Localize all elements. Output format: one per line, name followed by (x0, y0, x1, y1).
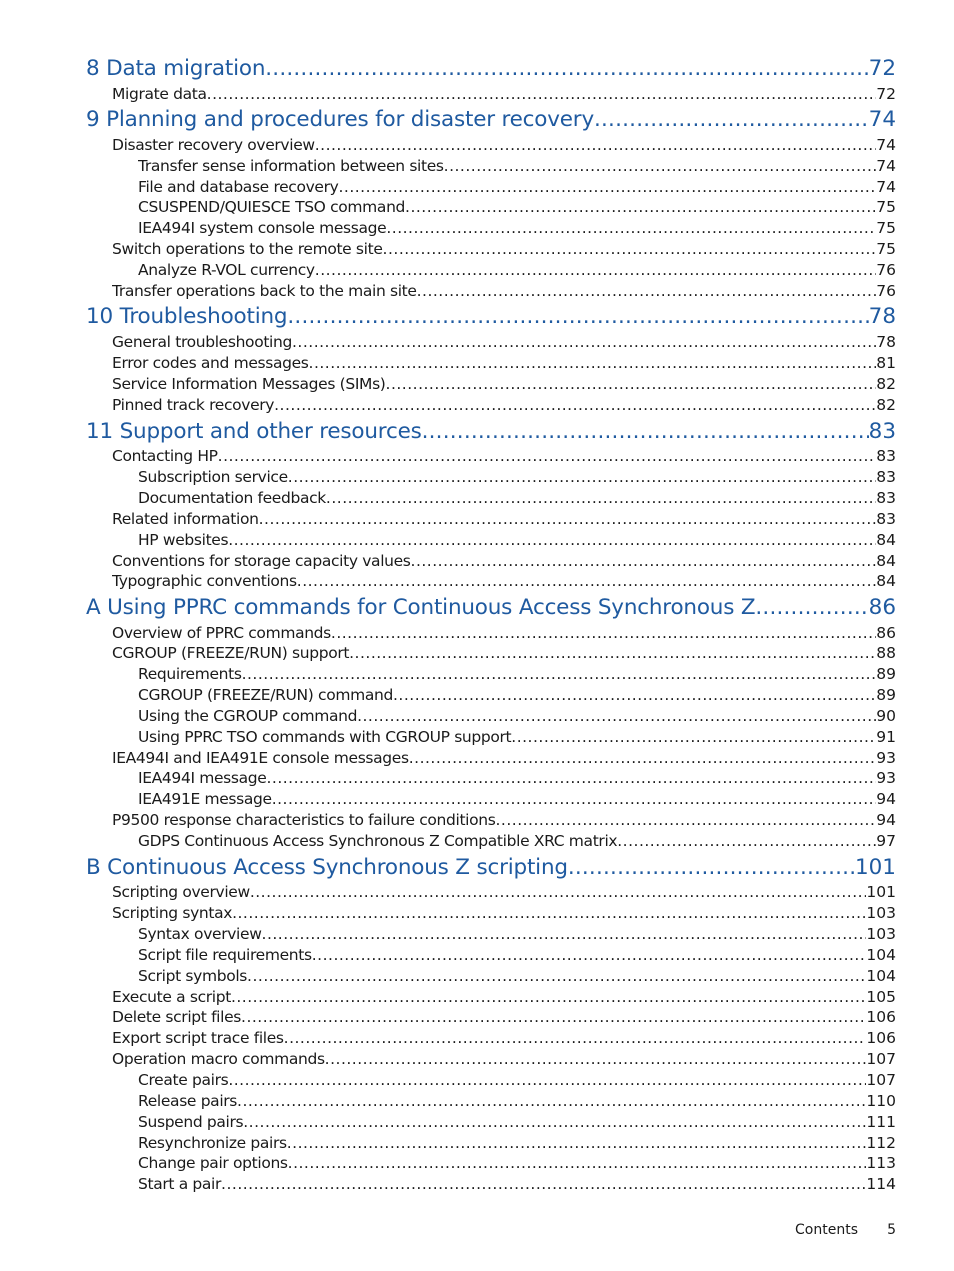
toc-entry-page-number: 86 (868, 595, 896, 620)
toc-entry-title: CGROUP (FREEZE/RUN) command (138, 686, 393, 704)
toc-section-entry[interactable] (112, 810, 896, 831)
toc-entry-title: Transfer operations back to the main site (112, 282, 417, 300)
toc-dot-leader (349, 643, 876, 664)
toc-section-entry[interactable] (112, 1049, 896, 1070)
toc-entry-page-number: 78 (868, 304, 896, 329)
toc-chapter-entry[interactable] (86, 854, 896, 882)
toc-dot-leader (272, 789, 877, 810)
toc-entry-title: Service Information Messages (SIMs) (112, 375, 386, 393)
toc-entry-page-number: 104 (866, 946, 896, 964)
toc-dot-leader (228, 1070, 866, 1091)
toc-dot-leader (331, 623, 876, 644)
toc-entry-page-number: 82 (876, 396, 896, 414)
toc-dot-leader (315, 260, 877, 281)
toc-entry-title: Migrate data (112, 85, 207, 103)
toc-entry-page-number: 83 (868, 419, 896, 444)
page-footer (0, 1222, 896, 1242)
toc-section-entry[interactable] (112, 571, 896, 592)
toc-dot-leader (568, 854, 855, 882)
toc-section-entry[interactable] (112, 332, 896, 353)
toc-entry-page-number: 83 (876, 510, 896, 528)
toc-entry-page-number: 76 (876, 261, 896, 279)
toc-entry-title: Documentation feedback (138, 489, 326, 507)
toc-dot-leader (338, 177, 876, 198)
toc-dot-leader (228, 530, 876, 551)
toc-section-entry[interactable] (112, 882, 896, 903)
toc-entry-page-number: 72 (876, 85, 896, 103)
toc-entry-page-number: 84 (876, 531, 896, 549)
toc-entry-page-number: 107 (866, 1050, 896, 1068)
toc-entry-page-number: 94 (876, 811, 896, 829)
toc-entry-title: GDPS Continuous Access Synchronous Z Compatible XRC matrix (138, 832, 618, 850)
toc-entry-page-number: 104 (866, 967, 896, 985)
toc-entry-title: Error codes and messages (112, 354, 309, 372)
toc-dot-leader (221, 1174, 866, 1195)
toc-section-entry[interactable] (138, 706, 896, 727)
toc-entry-title: P9500 response characteristics to failure conditions (112, 811, 496, 829)
toc-dot-leader (309, 353, 877, 374)
toc-section-entry[interactable] (112, 84, 896, 105)
toc-dot-leader (287, 303, 868, 331)
toc-dot-leader (386, 218, 876, 239)
toc-entry-page-number: 72 (868, 56, 896, 81)
toc-entry-title: Requirements (138, 665, 242, 683)
toc-entry-title: CSUSPEND/QUIESCE TSO command (138, 198, 406, 216)
toc-dot-leader (393, 685, 876, 706)
toc-entry-title: Switch operations to the remote site (112, 240, 383, 258)
toc-section-entry[interactable] (138, 924, 896, 945)
toc-dot-leader (411, 551, 877, 572)
toc-entry-title: Script file requirements (138, 946, 312, 964)
toc-section-entry[interactable] (112, 374, 896, 395)
toc-entry-title: Execute a script (112, 988, 231, 1006)
toc-section-entry[interactable] (112, 239, 896, 260)
toc-entry-title: IEA494I system console message (138, 219, 387, 237)
toc-section-entry[interactable] (138, 1133, 896, 1154)
toc-dot-leader (237, 1091, 866, 1112)
toc-chapter-entry[interactable] (86, 55, 896, 83)
toc-entry-page-number: 84 (876, 552, 896, 570)
toc-entry-title: CGROUP (FREEZE/RUN) support (112, 644, 350, 662)
toc-dot-leader (284, 1028, 867, 1049)
toc-entry-title: IEA491E message (138, 790, 272, 808)
toc-entry-page-number: 112 (866, 1134, 896, 1152)
toc-entry-title: Overview of PPRC commands (112, 624, 331, 642)
toc-entry-page-number: 83 (876, 489, 896, 507)
toc-entry-title: Delete script files (112, 1008, 242, 1026)
toc-entry-page-number: 103 (866, 904, 896, 922)
toc-entry-page-number: 78 (876, 333, 896, 351)
toc-entry-page-number: 81 (876, 354, 896, 372)
toc-entry-title: Syntax overview (138, 925, 262, 943)
toc-dot-leader (417, 281, 877, 302)
toc-entry-title: Start a pair (138, 1175, 222, 1193)
toc-entry-page-number: 74 (868, 107, 896, 132)
toc-entry-title: IEA494I and IEA491E console messages (112, 749, 409, 767)
toc-dot-leader (422, 418, 869, 446)
toc-entry-page-number: 86 (876, 624, 896, 642)
toc-entry-title: Suspend pairs (138, 1113, 244, 1131)
toc-dot-leader (250, 882, 867, 903)
toc-entry-title: Operation macro commands (112, 1050, 325, 1068)
toc-dot-leader (231, 987, 866, 1008)
toc-section-entry[interactable] (138, 727, 896, 748)
toc-entry-page-number: 90 (876, 707, 896, 725)
toc-section-entry[interactable] (138, 966, 896, 987)
toc-entry-title: Scripting overview (112, 883, 250, 901)
toc-dot-leader (232, 903, 866, 924)
toc-section-entry[interactable] (138, 1112, 896, 1133)
toc-section-entry[interactable] (112, 446, 896, 467)
toc-entry-page-number: 84 (876, 572, 896, 590)
toc-entry-page-number: 107 (866, 1071, 896, 1089)
toc-entry-page-number: 89 (876, 686, 896, 704)
toc-section-entry[interactable] (138, 530, 896, 551)
toc-entry-page-number: 74 (876, 157, 896, 175)
toc-section-entry[interactable] (138, 197, 896, 218)
toc-dot-leader (297, 571, 877, 592)
toc-section-entry[interactable] (112, 551, 896, 572)
toc-section-entry[interactable] (112, 987, 896, 1008)
toc-chapter-entry[interactable] (86, 303, 896, 331)
toc-dot-leader (325, 1049, 867, 1070)
toc-entry-title: Disaster recovery overview (112, 136, 315, 154)
toc-dot-leader (326, 488, 876, 509)
toc-dot-leader (594, 106, 869, 134)
toc-entry-title: Subscription service (138, 468, 288, 486)
toc-entry-title: Conventions for storage capacity values (112, 552, 411, 570)
toc-chapter-entry[interactable] (86, 418, 896, 446)
toc-entry-title: 8 Data migration (86, 56, 266, 81)
toc-entry-page-number: 75 (876, 198, 896, 216)
toc-section-entry[interactable] (138, 177, 896, 198)
toc-section-entry[interactable] (138, 664, 896, 685)
toc-entry-title: Using PPRC TSO commands with CGROUP support (138, 728, 512, 746)
toc-section-entry[interactable] (112, 623, 896, 644)
toc-section-entry[interactable] (112, 748, 896, 769)
toc-entry-page-number: 74 (876, 178, 896, 196)
toc-entry-title: Create pairs (138, 1071, 229, 1089)
toc-entry-page-number: 91 (876, 728, 896, 746)
toc-entry-title: 10 Troubleshooting (86, 304, 288, 329)
toc-section-entry[interactable] (138, 685, 896, 706)
toc-entry-page-number: 94 (876, 790, 896, 808)
toc-section-entry[interactable] (138, 789, 896, 810)
toc-entry-title: File and database recovery (138, 178, 339, 196)
toc-dot-leader (292, 332, 876, 353)
toc-entry-title: Using the CGROUP command (138, 707, 358, 725)
toc-entry-title: Typographic conventions (112, 572, 297, 590)
toc-dot-leader (287, 1133, 867, 1154)
toc-entry-page-number: 93 (876, 769, 896, 787)
toc-entry-page-number: 83 (876, 468, 896, 486)
toc-section-entry[interactable] (112, 1007, 896, 1028)
toc-dot-leader (265, 55, 868, 83)
toc-section-entry[interactable] (112, 509, 896, 530)
toc-entry-title: Contacting HP (112, 447, 218, 465)
toc-dot-leader (207, 84, 877, 105)
toc-entry-page-number: 88 (876, 644, 896, 662)
toc-dot-leader (262, 924, 867, 945)
toc-section-entry[interactable] (138, 768, 896, 789)
toc-dot-leader (218, 446, 877, 467)
toc-section-entry[interactable] (112, 1028, 896, 1049)
toc-dot-leader (617, 831, 876, 852)
toc-entry-page-number: 74 (876, 136, 896, 154)
toc-entry-page-number: 114 (866, 1175, 896, 1193)
toc-dot-leader (241, 1007, 866, 1028)
footer-page-number: 5 (887, 1222, 896, 1238)
toc-dot-leader (409, 748, 877, 769)
toc-dot-leader (274, 395, 876, 416)
toc-entry-title: HP websites (138, 531, 229, 549)
toc-entry-title: Related information (112, 510, 259, 528)
toc-dot-leader (495, 810, 876, 831)
toc-dot-leader (288, 467, 877, 488)
toc-dot-leader (315, 135, 877, 156)
toc-entry-title: Script symbols (138, 967, 248, 985)
toc-section-entry[interactable] (138, 467, 896, 488)
toc-section-entry[interactable] (112, 353, 896, 374)
toc-dot-leader (444, 156, 877, 177)
toc-dot-leader (405, 197, 876, 218)
toc-entry-title: IEA494I message (138, 769, 267, 787)
toc-section-entry[interactable] (112, 395, 896, 416)
toc-section-entry[interactable] (138, 1091, 896, 1112)
toc-dot-leader (266, 768, 876, 789)
toc-dot-leader (755, 594, 868, 622)
toc-section-entry[interactable] (138, 218, 896, 239)
toc-section-entry[interactable] (112, 281, 896, 302)
toc-section-entry[interactable] (138, 945, 896, 966)
toc-entry-title: Release pairs (138, 1092, 238, 1110)
toc-entry-title: Scripting syntax (112, 904, 233, 922)
footer-label: Contents (795, 1222, 858, 1238)
toc-entry-page-number: 82 (876, 375, 896, 393)
toc-dot-leader (242, 664, 877, 685)
toc-entry-title: Resynchronize pairs (138, 1134, 287, 1152)
toc-entry-page-number: 83 (876, 447, 896, 465)
toc-entry-page-number: 103 (866, 925, 896, 943)
toc-entry-title: Export script trace files (112, 1029, 284, 1047)
toc-entry-title: 9 Planning and procedures for disaster recovery (86, 107, 594, 132)
toc-section-entry[interactable] (138, 260, 896, 281)
toc-entry-page-number: 101 (854, 855, 896, 880)
toc-entry-page-number: 76 (876, 282, 896, 300)
toc-dot-leader (288, 1153, 867, 1174)
toc-section-entry[interactable] (112, 643, 896, 664)
toc-section-entry[interactable] (138, 831, 896, 852)
toc-dot-leader (312, 945, 867, 966)
toc-entry-title: Transfer sense information between sites (138, 157, 444, 175)
toc-dot-leader (383, 239, 877, 260)
toc-entry-page-number: 113 (866, 1154, 896, 1172)
toc-entry-page-number: 75 (876, 219, 896, 237)
toc-section-entry[interactable] (138, 156, 896, 177)
toc-dot-leader (247, 966, 866, 987)
toc-section-entry[interactable] (138, 488, 896, 509)
toc-dot-leader (357, 706, 876, 727)
toc-dot-leader (511, 727, 876, 748)
toc-entry-title: B Continuous Access Synchronous Z scripting (86, 855, 568, 880)
toc-entry-page-number: 75 (876, 240, 896, 258)
toc-entry-title: Analyze R-VOL currency (138, 261, 315, 279)
toc-entry-page-number: 106 (866, 1008, 896, 1026)
toc-section-entry[interactable] (112, 903, 896, 924)
toc-entry-title: A Using PPRC commands for Continuous Access Synchronous Z (86, 595, 756, 620)
toc-entry-page-number: 110 (866, 1092, 896, 1110)
toc-entry-title: General troubleshooting (112, 333, 292, 351)
toc-dot-leader (386, 374, 877, 395)
toc-chapter-entry[interactable] (86, 106, 896, 134)
toc-section-entry[interactable] (138, 1153, 896, 1174)
toc-entry-page-number: 89 (876, 665, 896, 683)
toc-chapter-entry[interactable] (86, 594, 896, 622)
toc-entry-page-number: 106 (866, 1029, 896, 1047)
toc-section-entry[interactable] (138, 1174, 896, 1195)
toc-section-entry[interactable] (112, 135, 896, 156)
toc-entry-page-number: 111 (866, 1113, 896, 1131)
toc-entry-page-number: 105 (866, 988, 896, 1006)
toc-entry-page-number: 93 (876, 749, 896, 767)
toc-section-entry[interactable] (138, 1070, 896, 1091)
toc-dot-leader (259, 509, 877, 530)
toc-entry-title: Pinned track recovery (112, 396, 275, 414)
toc-entry-title: 11 Support and other resources (86, 419, 422, 444)
toc-dot-leader (243, 1112, 866, 1133)
toc-entry-title: Change pair options (138, 1154, 288, 1172)
toc-entry-page-number: 97 (876, 832, 896, 850)
toc-entry-page-number: 101 (866, 883, 896, 901)
